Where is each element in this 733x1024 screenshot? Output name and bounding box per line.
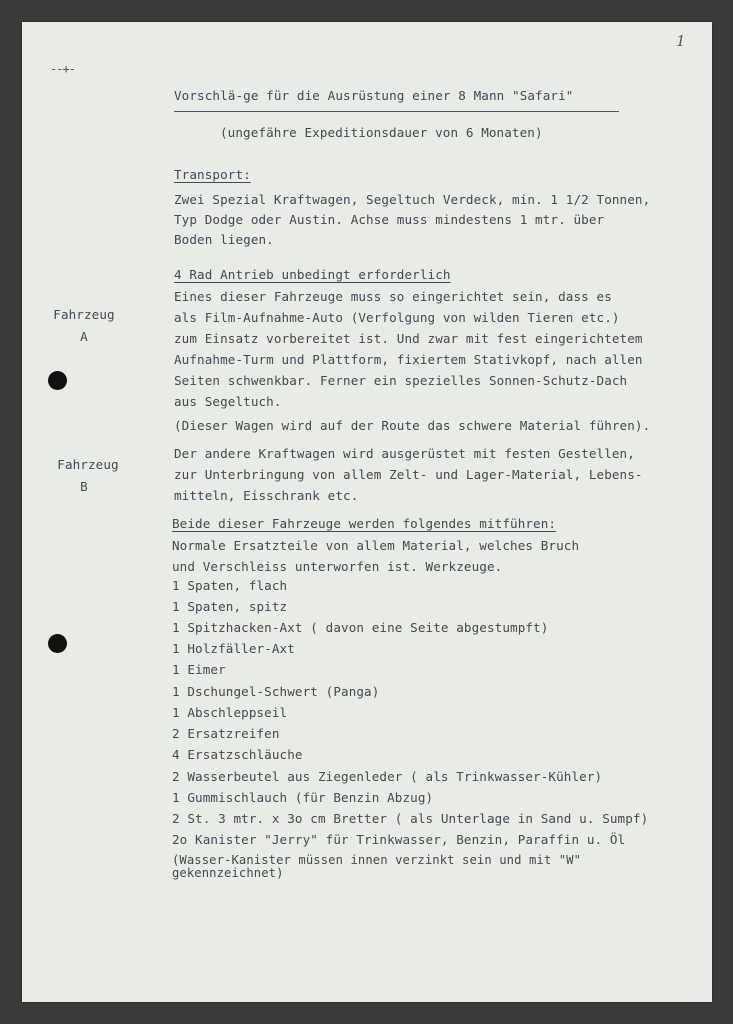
punch-hole-top: [48, 371, 67, 390]
list-item: 2 Wasserbeutel aus Ziegenleder ( als Trinkwasser-Kühler): [172, 769, 603, 784]
drive-line: als Film-Aufnahme-Auto (Verfolgung von wilden Tieren etc.): [174, 310, 620, 325]
list-item: 1 Holzfäller-Axt: [172, 641, 295, 656]
list-item: 1 Abschleppseil: [172, 705, 288, 720]
list-item: 1 Spitzhacken-Axt ( davon eine Seite abgestumpft): [172, 620, 549, 635]
vehicle-b-label: Fahrzeug: [57, 457, 119, 472]
transport-line: Zwei Spezial Kraftwagen, Segeltuch Verdeck, min. 1 1/2 Tonnen,: [174, 192, 651, 207]
document-title: Vorschlä-ge für die Ausrüstung einer 8 Mann "Safari": [174, 88, 574, 103]
list-item: 1 Eimer: [172, 662, 226, 677]
list-item: 4 Ersatzschläuche: [172, 747, 303, 762]
list-item: 1 Dschungel-Schwert (Panga): [172, 684, 380, 699]
list-item: 1 Gummischlauch (für Benzin Abzug): [172, 790, 434, 805]
drive-line: zum Einsatz vorbereitet ist. Und zwar mit fest eingerichtetem: [174, 331, 643, 346]
transport-heading: Transport:: [174, 167, 251, 182]
transport-line: Typ Dodge oder Austin. Achse muss mindestens 1 mtr. über: [174, 212, 605, 227]
drive-heading: 4 Rad Antrieb unbedingt erforderlich: [174, 267, 451, 282]
both-intro-line: Normale Ersatzteile von allem Material, welches Bruch: [172, 538, 580, 553]
corner-mark: --+-: [50, 62, 75, 76]
transport-line: Boden liegen.: [174, 232, 274, 247]
vehicle-b-line: Der andere Kraftwagen wird ausgerüstet mit festen Gestellen,: [174, 446, 635, 461]
title-rule: [174, 111, 619, 112]
both-intro-line: und Verschleiss unterworfen ist. Werkzeuge.: [172, 559, 503, 574]
page-number: 1: [676, 32, 686, 50]
vehicle-a-letter: A: [80, 329, 88, 344]
list-item: 1 Spaten, flach: [172, 578, 288, 593]
vehicle-b-line: mitteln, Eisschrank etc.: [174, 488, 359, 503]
list-item: 2 St. 3 mtr. x 3o cm Bretter ( als Unterlage in Sand u. Sumpf): [172, 811, 649, 826]
drive-line: aus Segeltuch.: [174, 394, 282, 409]
drive-line: Aufnahme-Turm und Plattform, fixiertem Stativkopf, nach allen: [174, 352, 643, 367]
note-line: (Wasser-Kanister müssen innen verzinkt sein und mit "W": [172, 853, 582, 867]
vehicle-b-letter: B: [80, 479, 88, 494]
document-subtitle: (ungefähre Expeditionsdauer von 6 Monaten): [220, 125, 543, 140]
note-line: gekennzeichnet): [172, 866, 284, 880]
both-heading: Beide dieser Fahrzeuge werden folgendes mitführen:: [172, 516, 557, 531]
drive-line: Seiten schwenkbar. Ferner ein spezielles Sonnen-Schutz-Dach: [174, 373, 628, 388]
drive-line: (Dieser Wagen wird auf der Route das schwere Material führen).: [174, 418, 651, 433]
vehicle-a-label: Fahrzeug: [53, 307, 115, 322]
document-page: [22, 22, 712, 1002]
drive-line: Eines dieser Fahrzeuge muss so eingerichtet sein, dass es: [174, 289, 612, 304]
list-item: 1 Spaten, spitz: [172, 599, 288, 614]
list-item: 2o Kanister "Jerry" für Trinkwasser, Benzin, Paraffin u. Öl: [172, 832, 626, 847]
list-item: 2 Ersatzreifen: [172, 726, 280, 741]
vehicle-b-line: zur Unterbringung von allem Zelt- und Lager-Material, Lebens-: [174, 467, 643, 482]
punch-hole-bottom: [48, 634, 67, 653]
